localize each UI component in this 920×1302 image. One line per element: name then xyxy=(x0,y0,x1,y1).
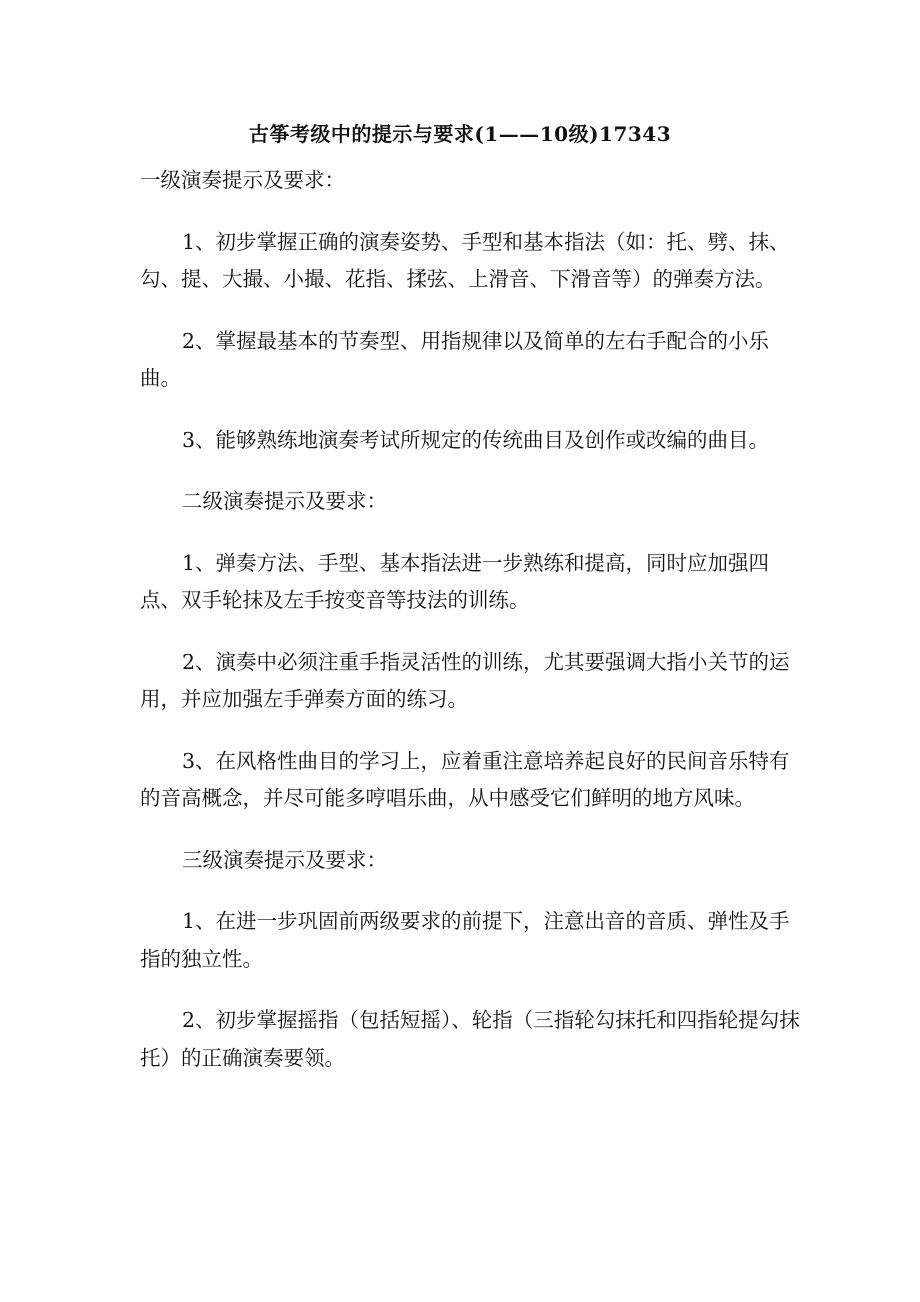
paragraph: 2、掌握最基本的节奏型、用指规律以及简单的左右手配合的小乐曲。 xyxy=(140,328,770,390)
paragraph: 2、初步掌握摇指（包括短摇）、轮指（三指轮勾抹托和四指轮提勾抹托）的正确演奏要领。 xyxy=(140,1008,800,1070)
paragraph: 2、演奏中必须注重手指灵活性的训练，尤其要强调大指小关节的运用，并应加强左手弹奏方面的练习。 xyxy=(140,649,790,711)
section-heading-level-3: 三级演奏提示及要求： xyxy=(182,847,387,872)
paragraph: 3、在风格性曲目的学习上，应着重注意培养起良好的民间音乐特有的音高概念，并尽可能多哼唱乐曲，从中感受它们鲜明的地方风味。 xyxy=(140,748,790,810)
paragraph: 3、能够熟练地演奏考试所规定的传统曲目及创作或改编的曲目。 xyxy=(182,427,770,452)
paragraph: 1、初步掌握正确的演奏姿势、手型和基本指法（如：托、劈、抹、勾、提、大撮、小撮、花指、揉弦、上滑音、下滑音等）的弹奏方法。 xyxy=(140,229,790,291)
section-heading-level-1: 一级演奏提示及要求： xyxy=(140,168,345,192)
paragraph: 1、弹奏方法、手型、基本指法进一步熟练和提高，同时应加强四点、双手轮抹及左手按变音等技法的训练。 xyxy=(140,550,770,612)
section-heading-level-2: 二级演奏提示及要求： xyxy=(182,489,387,513)
paragraph: 1、在进一步巩固前两级要求的前提下，注意出音的音质、弹性及手指的独立性。 xyxy=(140,909,790,971)
document-title: 古筝考级中的提示与要求(1——10级)17343 xyxy=(248,122,672,146)
document-body xyxy=(140,162,800,1101)
